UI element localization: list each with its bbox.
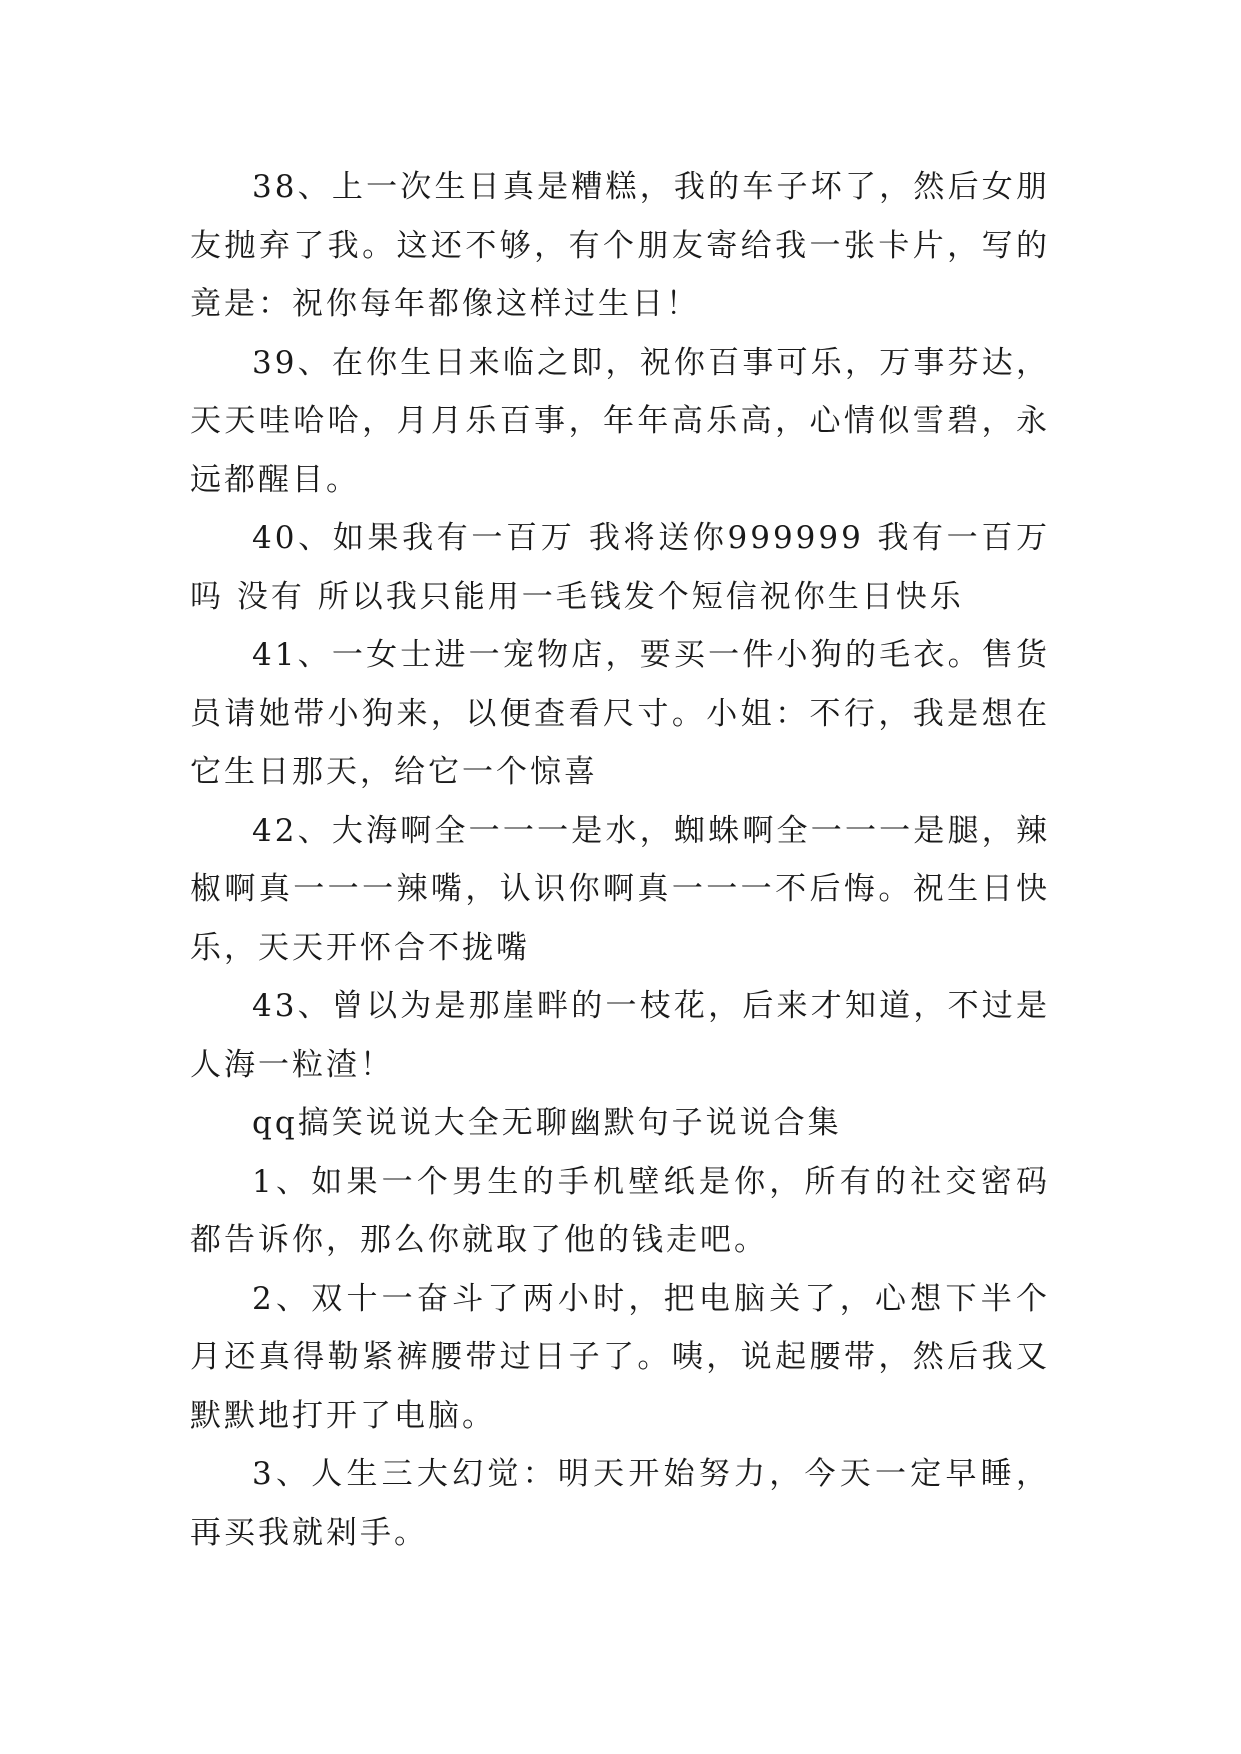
paragraph-3: 3、人生三大幻觉：明天开始努力，今天一定早睡，再买我就剁手。 xyxy=(190,1456,1050,1551)
document-page xyxy=(190,158,1050,1562)
paragraph-41: 41、一女士进一宠物店，要买一件小狗的毛衣。售货员请她带小狗来，以便查看尺寸。小姐：不行，我是想在它生日那天，给它一个惊喜 xyxy=(190,637,1050,790)
paragraph-39: 39、在你生日来临之即，祝你百事可乐，万事芬达，天天哇哈哈，月月乐百事，年年高乐高，心情似雪碧，永远都醒目。 xyxy=(190,344,1050,498)
paragraph-40: 40、如果我有一百万 我将送你999999 我有一百万吗 没有 所以我只能用一毛钱发个短信祝你生日快乐 xyxy=(190,520,1050,615)
paragraph-1: 1、如果一个男生的手机壁纸是你，所有的社交密码都告诉你，那么你就取了他的钱走吧。 xyxy=(190,1163,1050,1258)
paragraph-42: 42、大海啊全一一一是水，蜘蛛啊全一一一是腿，辣椒啊真一一一辣嘴，认识你啊真一一一不后悔。祝生日快乐，天天开怀合不拢嘴 xyxy=(190,812,1050,966)
paragraph-2: 2、双十一奋斗了两小时，把电脑关了，心想下半个月还真得勒紧裤腰带过日子了。咦，说起腰带，然后我又默默地打开了电脑。 xyxy=(190,1280,1050,1434)
paragraph-38: 38、上一次生日真是糟糕，我的车子坏了，然后女朋友抛弃了我。这还不够，有个朋友寄给我一张卡片，写的竟是：祝你每年都像这样过生日！ xyxy=(190,169,1050,322)
paragraph-43: 43、曾以为是那崖畔的一枝花，后来才知道，不过是人海一粒渣！ xyxy=(190,988,1050,1083)
section-heading: qq搞笑说说大全无聊幽默句子说说合集 xyxy=(252,1105,842,1141)
